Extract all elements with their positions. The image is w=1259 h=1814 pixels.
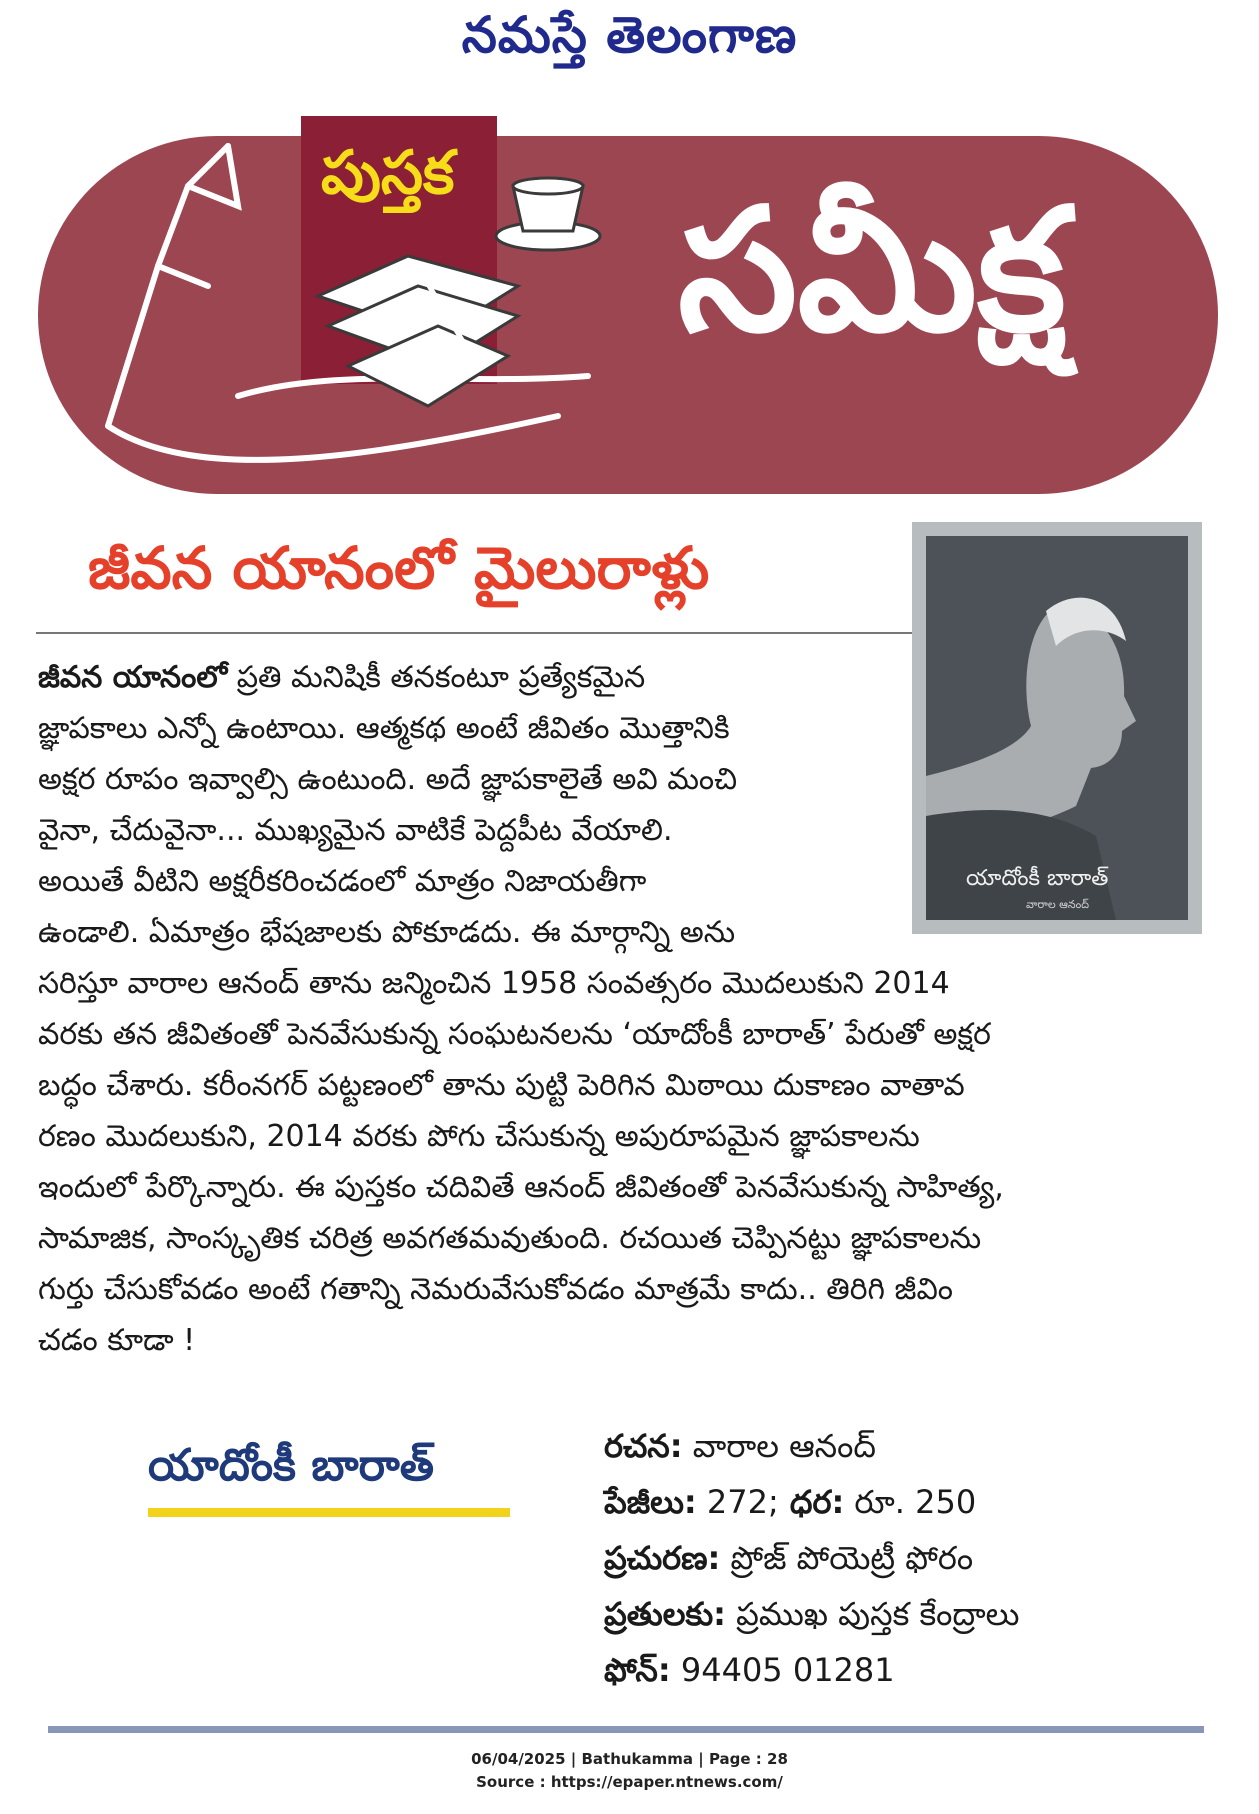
article-line-8: వరకు తన జీవితంతో పెనవేసుకున్న సంఘటనలను ‘యాదోంకీ బారాత్’ పేరుతో అక్షర (38, 1017, 991, 1052)
meta-author: రచన: వారాల ఆనంద్ (604, 1427, 876, 1465)
meta-pages-price: పేజీలు: 272; ధర: రూ. 250 (604, 1483, 977, 1521)
article-line-12: సామాజిక, సాంస్కృతిక చరిత్ర అవగతమవుతుంది. రచయిత చెప్పినట్టు జ్ఞాపకాలను (38, 1221, 982, 1256)
book-cover-title: యాదోంకీ బారాత్ (966, 866, 1109, 891)
lead-in: జీవన యానంలో (38, 660, 228, 695)
article-line-5: అయితే వీటిని అక్షరీకరించడంలో మాత్రం నిజాయతీగా (38, 864, 647, 899)
author-portrait (926, 536, 1188, 920)
article-line-3: అక్షర రూపం ఇవ్వాల్సి ఉంటుంది. అదే జ్ఞాపకాలైతే అవి మంచి (38, 762, 738, 797)
article-line-4: వైనా, చేదువైనా... ముఖ్యమైన వాటికే పెద్దపీట వేయాలి. (38, 813, 673, 848)
meta-copies: ప్రతులకు: ప్రముఖ పుస్తక కేంద్రాలు (604, 1595, 1020, 1633)
article-line-2: జ్ఞాపకాలు ఎన్నో ఉంటాయి. ఆత్మకథ అంటే జీవితం మొత్తానికి (38, 711, 730, 746)
book-cover-photo (926, 536, 1188, 920)
book-name: యాదోంకీ బారాత్ (148, 1440, 434, 1491)
article-headline: జీవన యానంలో మైలురాళ్లు (88, 534, 710, 602)
book-cover-author: వారాల ఆనంద్ (1026, 898, 1089, 911)
article-line-11: ఇందులో పేర్కొన్నారు. ఈ పుస్తకం చదివితే ఆనంద్ జీవితంతో పెనవేసుకున్న సాహిత్య, (38, 1170, 1004, 1205)
section-banner (38, 116, 1218, 494)
article-line-13: గుర్తు చేసుకోవడం అంటే గతాన్ని నెమరువేసుకోవడం మాత్రమే కాదు.. తిరిగి జీవిం (38, 1272, 954, 1307)
article-line-10: రణం మొదలుకుని, 2014 వరకు పోగు చేసుకున్న అపురూపమైన జ్ఞాపకాలను (38, 1119, 920, 1154)
article-line-14: చడం కూడా ! (38, 1323, 196, 1358)
meta-publisher: ప్రచురణ: ప్రోజ్ పోయెట్రీ ఫోరం (604, 1539, 974, 1577)
footer-edition-info: 06/04/2025 | Bathukamma | Page : 28 (471, 1750, 788, 1768)
open-book-icon (318, 256, 518, 406)
footer-rule (48, 1726, 1204, 1733)
article-line-9: బద్ధం చేశారు. కరీంనగర్ పట్టణంలో తాను పుట్టి పెరిగిన మిఠాయి దుకాణం వాతావ (38, 1068, 965, 1103)
footer-source-link[interactable]: Source : https://epaper.ntnews.com/ (476, 1773, 783, 1791)
article-line-6: ఉండాలి. ఏమాత్రం భేషజాలకు పోకూడదు. ఈ మార్గాన్ని అను (38, 915, 736, 950)
article-line-7: సరిస్తూ వారాల ఆనంద్ తాను జన్మించిన 1958 సంవత్సరం మొదలుకుని 2014 (38, 966, 950, 1001)
book-cover (912, 522, 1202, 934)
masthead: నమస్తే తెలంగాణ (461, 6, 798, 64)
section-title: సమీక్ష (678, 172, 1066, 370)
book-name-underline (148, 1508, 510, 1517)
section-kicker: పుస్తక (321, 138, 455, 208)
article-line-1: జీవన యానంలో ప్రతి మనిషికీ తనకంటూ ప్రత్యేకమైన (38, 660, 646, 695)
coffee-cup-icon (496, 178, 600, 250)
meta-phone: ఫోన్: 94405 01281 (604, 1651, 895, 1689)
headline-rule (36, 632, 916, 634)
